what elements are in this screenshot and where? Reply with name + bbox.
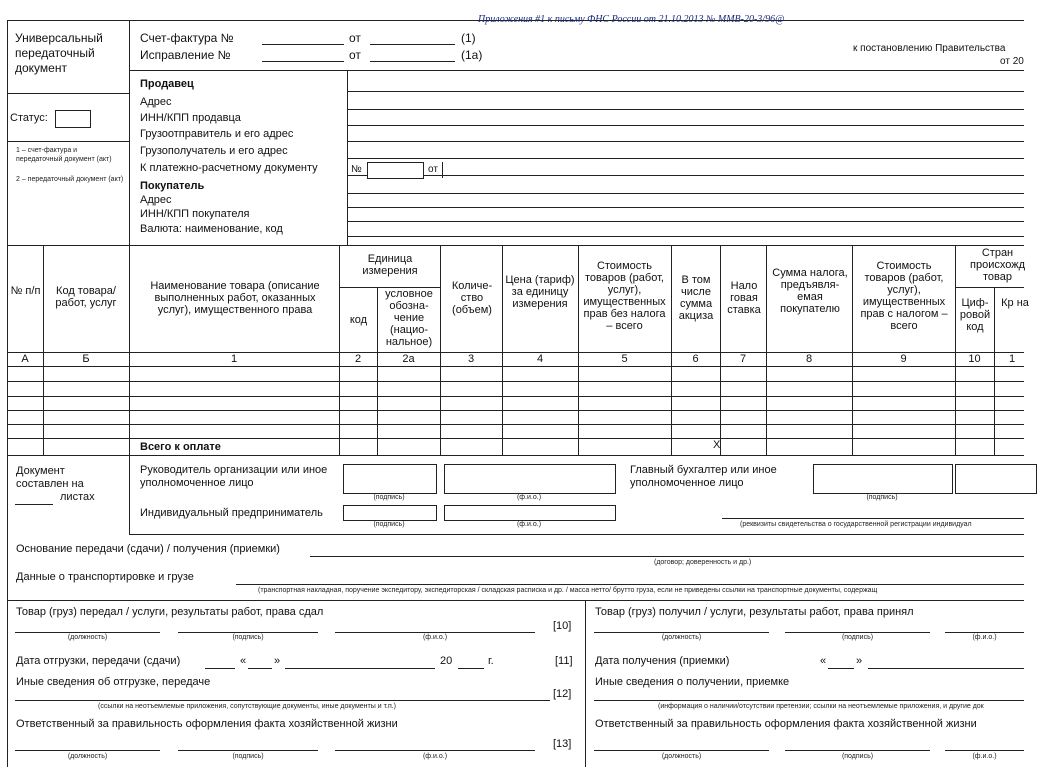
column-number: 1 (1008, 353, 1016, 365)
receipt-resp-position-field[interactable] (594, 750, 769, 751)
correction-from-label: от (349, 48, 361, 62)
received-label: Товар (груз) получил / услуги, результаты работ, права принял (595, 606, 914, 618)
table-row[interactable] (7, 410, 1024, 424)
decree-line1: к постановлению Правительства (853, 43, 1006, 54)
total-label: Всего к оплате (140, 441, 221, 453)
col-code-header: Код товара/ работ, услуг (55, 285, 117, 309)
total-mark: X (713, 439, 721, 451)
column-number: Б (82, 353, 90, 365)
party-field-value[interactable] (347, 109, 1024, 110)
party-field-value[interactable] (347, 158, 1024, 159)
sheets-count-field[interactable] (15, 492, 53, 505)
ship-other-info-hint: (ссылки на неотъемлемые приложения, сопутствующие документы, иные документы и т.п.) (98, 703, 397, 710)
table-row-line (7, 438, 1024, 439)
party-field-value[interactable] (347, 193, 1024, 194)
column-number: 2а (402, 353, 415, 365)
receipt-month-field[interactable] (868, 654, 1024, 669)
requisites-hint: (реквизиты свидетельства о государственной регистрации индивидуал (740, 521, 972, 528)
column-number: 10 (968, 353, 981, 365)
payment-date-divider (442, 162, 443, 178)
col-tax-sum-header: Сумма налога, предъявля- емая покупателю (772, 267, 848, 315)
party-field-label: Продавец (140, 78, 194, 90)
column-number: 4 (536, 353, 544, 365)
status-note-1: 1 – счет-фактура и передаточный документ (акт) (16, 147, 112, 163)
ship-resp-fio-hint: (ф.и.о.) (422, 753, 448, 760)
signature-block-bottom (129, 534, 1024, 535)
ship-date-blank (205, 668, 235, 669)
received-position-hint: (должность) (661, 634, 702, 641)
column-number: 3 (467, 353, 475, 365)
head-signature-hint: (подпись) (373, 494, 405, 501)
ship-year-suffix: г. (488, 655, 494, 667)
table-row[interactable] (7, 381, 1024, 395)
status-input[interactable] (55, 110, 91, 128)
ship-resp-signature-field[interactable] (178, 750, 318, 751)
passed-position-field[interactable] (15, 632, 160, 633)
passed-signature-field[interactable] (178, 632, 318, 633)
ship-other-info-label: Иные сведения об отгрузке, передаче (16, 676, 211, 688)
correction-date-field[interactable] (370, 61, 455, 62)
correction-label: Исправление № (140, 48, 231, 62)
title-divider (129, 20, 130, 245)
column-number: 7 (739, 353, 747, 365)
entrepreneur-label: Индивидуальный предприниматель (140, 507, 323, 519)
accountant-fio-field[interactable] (955, 464, 1037, 494)
payment-number-label: № (351, 164, 362, 175)
ship-resp-fio-field[interactable] (335, 750, 535, 751)
passed-fio-field[interactable] (335, 632, 535, 633)
col-unit-header: Единица измерения (362, 253, 418, 277)
party-field-label: Валюта: наименование, код (140, 223, 283, 235)
accountant-signature-hint: (подпись) (866, 494, 898, 501)
receipt-resp-signature-field[interactable] (785, 750, 930, 751)
column-number: А (21, 353, 29, 365)
col-num-header: № п/п (10, 285, 41, 297)
received-position-field[interactable] (594, 632, 769, 633)
col-unit-code-header: код (349, 314, 368, 326)
column-number: 5 (621, 353, 628, 365)
ship-other-info-field[interactable] (15, 700, 550, 701)
payment-from-label: от (428, 164, 438, 175)
col-name-header: Наименование товара (описание выполненных работ, оказанных услуг), имущественного права (150, 280, 320, 316)
invoice-ref: (1) (461, 31, 476, 45)
party-field-label: Адрес (140, 96, 172, 108)
receipt-resp-fio-hint: (ф.и.о.) (972, 753, 997, 760)
col-cost-no-tax-header: Стоимость товаров (работ, услуг), имущественных прав без налога – всего (583, 260, 666, 332)
party-field-value[interactable] (347, 175, 1024, 176)
correction-ref: (1а) (461, 48, 483, 62)
receipt-other-info-label: Иные сведения о получении, приемке (595, 676, 790, 688)
party-field-label: Адрес (140, 194, 172, 206)
party-field-value[interactable] (347, 221, 1024, 222)
passed-label: Товар (груз) передал / услуги, результаты работ, права сдал (16, 606, 324, 618)
table-row[interactable] (7, 395, 1024, 409)
passed-signature-hint: (подпись) (232, 634, 264, 641)
appendix-note: Приложения #1 к письму ФНС России от 21.10.2013 № ММВ-20-3/96@ (478, 14, 785, 25)
receipt-quote-close: » (856, 655, 863, 667)
party-field-value[interactable] (347, 236, 1024, 237)
left-right-divider (585, 600, 586, 767)
passed-fio-hint: (ф.и.о.) (422, 634, 448, 641)
ref-13: [13] (553, 738, 572, 750)
col-cost-with-tax-header: Стоимость товаров (работ, услуг), имущественных прав с налогом – всего (860, 260, 948, 332)
ship-quote-open: « (240, 655, 247, 667)
receipt-day-field[interactable] (828, 654, 854, 669)
party-field-label: ИНН/КПП продавца (140, 112, 241, 124)
party-field-label: Грузоотправитель и его адрес (140, 128, 294, 140)
col-price-header: Цена (тариф) за единицу измерения (505, 274, 575, 310)
col-qty-header: Количе- ство (объем) (451, 280, 493, 316)
party-field-value[interactable] (347, 125, 1024, 126)
entrepreneur-fio-hint: (ф.и.о.) (516, 521, 542, 528)
receipt-responsible-label: Ответственный за правильность оформления факта хозяйственной жизни (595, 718, 977, 730)
doc-made-on-label: Документ составлен на (16, 465, 84, 490)
ship-month-field[interactable] (285, 654, 435, 669)
basis-hint: (договор; доверенность и др.) (654, 559, 752, 566)
ship-day-field[interactable] (248, 654, 272, 669)
status-label: Статус: (10, 112, 48, 124)
status-bottom-line (7, 141, 129, 142)
head-org-signature-field[interactable] (343, 464, 437, 494)
ref-12: [12] (553, 688, 572, 700)
status-note-2: 2 – передаточный документ (акт) (16, 176, 124, 183)
entrepreneur-signature-hint: (подпись) (373, 521, 405, 528)
invoice-label: Счет-фактура № (140, 31, 234, 45)
party-field-value[interactable] (347, 207, 1024, 208)
entrepreneur-fio-field[interactable] (444, 505, 616, 521)
entrepreneur-signature-field[interactable] (343, 505, 437, 521)
invoice-date-field[interactable] (370, 44, 455, 45)
requisites-field[interactable] (722, 518, 1024, 519)
invoice-from-label: от (349, 31, 361, 45)
transfer-bottom-line (7, 600, 1024, 601)
invoice-number-field[interactable] (262, 44, 344, 45)
party-field-label: К платежно-расчетному документу (140, 162, 318, 174)
received-fio-field[interactable] (945, 632, 1024, 633)
transport-hint: (транспортная накладная, поручение экспедитору, экспедиторская / складская расписка и др. / масса нетто/ брутто груза, если не приведены ссылки на транспортные документы, содержащ (258, 587, 878, 594)
party-field-value[interactable] (347, 141, 1024, 142)
correction-number-field[interactable] (262, 61, 344, 62)
party-field-label: Грузополучатель и его адрес (140, 145, 288, 157)
col-tax-rate-header: Нало говая ставка (727, 280, 761, 316)
ship-resp-position-field[interactable] (15, 750, 160, 751)
ship-quote-close: » (274, 655, 281, 667)
party-value-divider (347, 70, 348, 245)
col-country-code-header: Циф- ровой код (959, 297, 991, 333)
ship-responsible-label: Ответственный за правильность оформления факта хозяйственной жизни (16, 718, 398, 730)
column-number: 2 (354, 353, 362, 365)
receipt-resp-position-hint: (должность) (661, 753, 702, 760)
party-field-value[interactable] (347, 91, 1024, 92)
passed-position-hint: (должность) (67, 634, 108, 641)
table-row[interactable] (7, 424, 1024, 438)
ship-resp-signature-hint: (подпись) (232, 753, 264, 760)
head-org-fio-field[interactable] (444, 464, 616, 494)
ref-10: [10] (553, 620, 572, 632)
header-bottom-line (129, 70, 1024, 71)
ref-11: [11] (555, 655, 573, 667)
basis-label: Основание передачи (сдачи) / получения (приемки) (16, 543, 280, 555)
table-row-line (7, 455, 1024, 456)
ship-year-prefix: 20 (440, 655, 453, 667)
ship-year-field[interactable] (458, 654, 484, 669)
receipt-resp-fio-field[interactable] (945, 750, 1024, 751)
chief-accountant-label: Главный бухгалтер или иное уполномоченное лицо (630, 464, 777, 489)
head-fio-hint: (ф.и.о.) (516, 494, 542, 501)
col-unit-name-header: условное обозна- чение (нацио- нальное) (385, 288, 433, 348)
receipt-resp-signature-hint: (подпись) (841, 753, 874, 760)
transport-label: Данные о транспортировке и грузе (16, 571, 194, 583)
sheets-label: листах (60, 491, 95, 503)
accountant-signature-field[interactable] (813, 464, 953, 494)
status-top-line (7, 93, 129, 94)
ship-resp-position-hint: (должность) (67, 753, 108, 760)
receipt-other-info-field[interactable] (594, 700, 1024, 701)
head-org-label: Руководитель организации или иное уполномоченное лицо (140, 464, 328, 489)
column-number: 8 (805, 353, 813, 365)
ship-date-label: Дата отгрузки, передачи (сдачи) (16, 655, 181, 667)
column-number: 6 (692, 353, 699, 365)
col-country-header: Стран происхожд товар (970, 247, 1025, 283)
payment-number-field[interactable] (367, 162, 424, 179)
decree-line2: от 20 (1000, 56, 1024, 67)
country-subheader-line (955, 287, 1024, 288)
party-field-label: ИНН/КПП покупателя (140, 208, 250, 220)
col-country-short-header: Кр на (1001, 297, 1029, 309)
received-signature-field[interactable] (785, 632, 930, 633)
column-number: 9 (900, 353, 907, 365)
basis-field[interactable] (310, 556, 1024, 557)
transport-field[interactable] (236, 584, 1024, 585)
column-number: 1 (230, 353, 238, 365)
receipt-other-info-hint: (информация о наличии/отсутствии претензии; ссылки на неотъемлемые приложения, и другие док (658, 703, 984, 710)
received-signature-hint: (подпись) (841, 634, 874, 641)
col-excise-header: В том числе сумма акциза (678, 274, 714, 322)
receipt-date-label: Дата получения (приемки) (595, 655, 730, 667)
receipt-quote-open: « (820, 655, 827, 667)
table-row[interactable] (7, 366, 1024, 380)
received-fio-hint: (ф.и.о.) (972, 634, 997, 641)
party-field-label: Покупатель (140, 180, 205, 192)
doc-title: Универсальный передаточный документ (15, 31, 103, 75)
table-top-line (7, 245, 1024, 246)
